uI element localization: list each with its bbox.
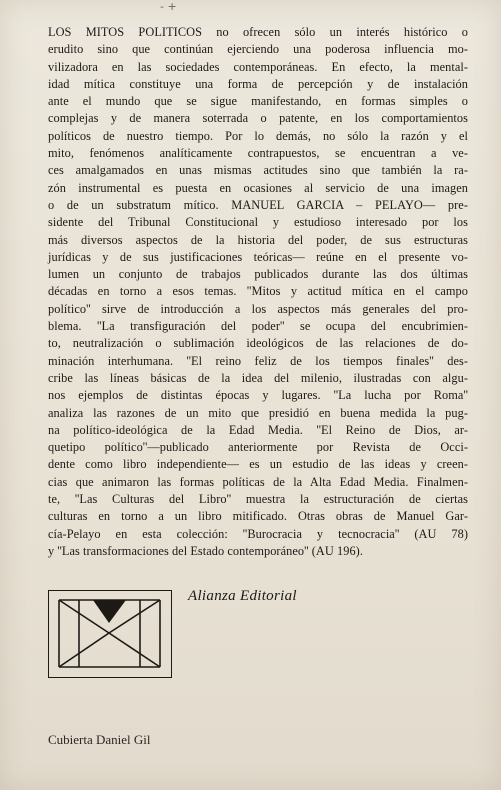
blurb-line: cribe las líneas básicas de la idea del milenio, ilustradas con algu-: [48, 370, 468, 385]
logo-icon: [49, 591, 170, 676]
blurb-line: idad mítica constituye una forma de percepción y de instalación: [48, 76, 468, 91]
blurb-line: complejas y de manera soterrada o patente, en los comportamientos: [48, 111, 468, 126]
blurb-line: décadas en torno a esos temas. ''Mitos y actitud mítica en el campo: [48, 284, 468, 299]
blurb-line: quetipo político''—publicado anteriormente por Revista de Occi-: [48, 440, 468, 455]
blurb-line: minación interhumana. ''El reino feliz de los tiempos finales'' des-: [48, 353, 468, 368]
blurb-line: jurídicas y de sus justificaciones teóricas— reúne en el presente vo-: [48, 249, 468, 264]
blurb-line: erudito sino que continúan ejerciendo una poderosa influencia mo-: [48, 42, 468, 57]
blurb-line: te, ''Las Culturas del Libro'' muestra la estructuración de ciertas: [48, 492, 468, 507]
blurb-line: cía-Pelayo en esta colección: ''Burocracia y tecnocracia'' (AU 78): [48, 526, 468, 541]
blurb-line: lumen un conjunto de trabajos publicados durante las dos últimas: [48, 267, 468, 282]
top-mark: - +: [160, 0, 177, 13]
blurb-line: político'' sirve de introducción a los aspectos más generales del pro-: [48, 301, 468, 316]
blurb-line: vilizadora en las sociedades contemporáneas. En efecto, la mental-: [48, 59, 468, 74]
blurb-line: cias que animaron las formas políticas de la Alta Edad Media. Finalmen-: [48, 474, 468, 489]
blurb-line: culturas en torno a un libro mitificado. Otras obras de Manuel Gar-: [48, 509, 468, 524]
blurb-line: na político-ideológica de la Edad Media. ''El Reino de Dios, ar-: [48, 422, 468, 437]
publisher-name: Alianza Editorial: [188, 588, 297, 604]
blurb-line: políticos de nuestro tiempo. Por lo demás, no sólo la razón y el: [48, 128, 468, 143]
blurb-line: nos ejemplos de distintas épocas y lugares. ''La lucha por Roma'': [48, 388, 468, 403]
blurb-line: ante el mundo que se sigue manifestando, en formas simples o: [48, 94, 468, 109]
blurb-text: [48, 24, 468, 560]
alianza-editorial-logo: [48, 590, 172, 678]
blurb-line: zón instrumental es puesta en ocasiones al servicio de una imagen: [48, 180, 468, 195]
blurb-line: sidente del Tribunal Constitucional y estudioso interesado por los: [48, 215, 468, 230]
blurb-line: LOS MITOS POLITICOS no ofrecen sólo un interés histórico o: [48, 25, 468, 39]
blurb-line: ces amalgamados en unas mismas actitudes sino que también la ra-: [48, 163, 468, 178]
blurb-line: mito, fenómenos analíticamente contrapuestos, se encuentran a ve-: [48, 146, 468, 161]
blurb-line: blema. ''La transfiguración del poder'' se ocupa del encubrimien-: [48, 319, 468, 334]
blurb-line: y ''Las transformaciones del Estado contemporáneo'' (AU 196).: [48, 543, 363, 558]
blurb-line: analiza las razones de un mito que presidió en buena medida la pug-: [48, 405, 468, 420]
cover-credit: Cubierta Daniel Gil: [48, 732, 151, 747]
blurb-line: más diversos aspectos de la historia del poder, de sus estructuras: [48, 232, 468, 247]
blurb-line: o de un substratum mítico. MANUEL GARCIA – PELAYO— pre-: [48, 197, 468, 212]
blurb-line: dente como libro independiente— es un estudio de las ideas y creen-: [48, 457, 468, 472]
blurb-line: to, neutralización o sublimación ideológicos de las relaciones de do-: [48, 336, 468, 351]
